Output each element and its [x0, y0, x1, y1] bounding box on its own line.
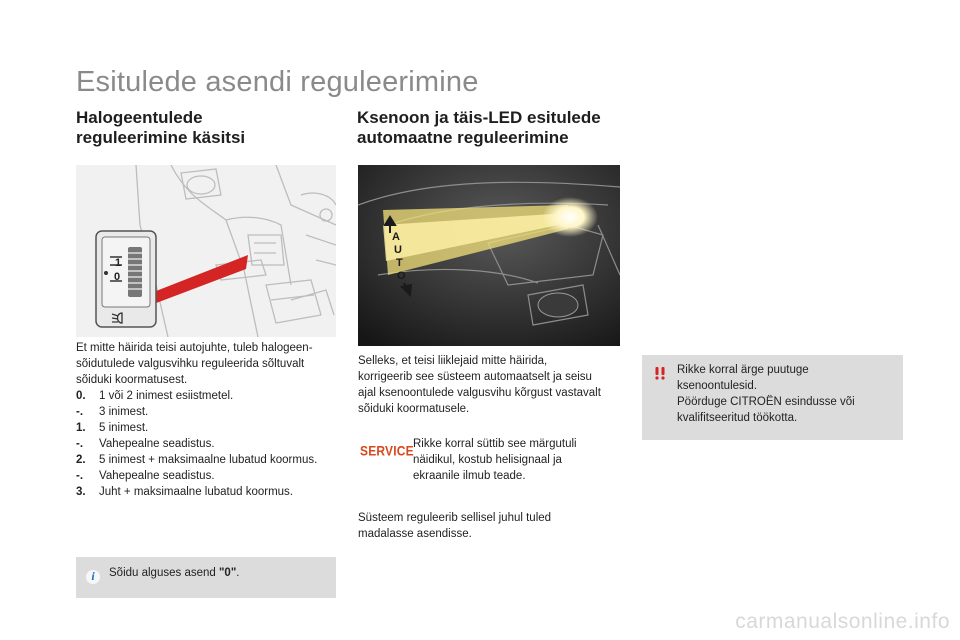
- service-warning-icon: SERVICE: [360, 442, 414, 460]
- service-text-line-2: näidikul, kostub helisignaal ja: [413, 454, 562, 466]
- right-intro-text: [358, 353, 628, 417]
- info-icon: [86, 570, 100, 584]
- right-section-title: [357, 108, 601, 148]
- position-text: Vahepealne seadistus.: [99, 470, 215, 482]
- dial-label-bottom: 0: [114, 271, 121, 283]
- position-key: 2.: [76, 454, 86, 466]
- position-text: Vahepealne seadistus.: [99, 438, 215, 450]
- right-intro-line-2: korrigeerib see süsteem automaatselt ja seisu: [358, 371, 592, 383]
- headlamp-beam-illustration: [358, 165, 620, 346]
- position-row: [76, 404, 338, 420]
- auto-letter-u: U: [394, 244, 402, 256]
- warning-line-4: kvalifitseeritud töökotta.: [677, 412, 798, 424]
- position-key: -.: [76, 406, 84, 418]
- left-intro-line-3: sõiduki koormatusest.: [76, 374, 188, 386]
- warning-icon: [652, 366, 668, 380]
- position-key: 1.: [76, 422, 86, 434]
- right-title-line-2: automaatne reguleerimine: [357, 128, 569, 147]
- warning-line-2: ksenoontulesid.: [677, 380, 757, 392]
- page-title: Esitulede asendi reguleerimine: [76, 66, 479, 98]
- service-text: [413, 436, 623, 484]
- left-title-line-2: reguleerimine käsitsi: [76, 128, 246, 147]
- fallback-text: [358, 510, 618, 542]
- position-key: 0.: [76, 390, 86, 402]
- position-row: [76, 468, 338, 484]
- warning-note-box: [642, 355, 903, 440]
- headlamp-dial-illustration: [76, 165, 336, 337]
- dial-label-top: 1: [115, 257, 122, 269]
- service-text-line-3: ekraanile ilmub teade.: [413, 470, 526, 482]
- position-row: [76, 452, 338, 468]
- warning-line-1: Rikke korral ärge puutuge: [677, 364, 809, 376]
- fallback-line-2: madalasse asendisse.: [358, 528, 472, 540]
- position-row: [76, 436, 338, 452]
- left-title-line-1: Halogeentulede: [76, 108, 203, 127]
- position-text: 3 inimest.: [99, 406, 149, 418]
- fallback-line-1: Süsteem reguleerib sellisel juhul tuled: [358, 512, 552, 524]
- right-intro-line-4: sõiduki koormatusele.: [358, 403, 470, 415]
- position-key: 3.: [76, 486, 86, 498]
- info-note-text: [109, 565, 239, 581]
- position-text: 1 või 2 inimest esiistmetel.: [99, 390, 234, 402]
- position-text: Juht + maksimaalne lubatud koormus.: [99, 486, 294, 498]
- position-row: [76, 420, 338, 436]
- position-row: [76, 484, 338, 500]
- auto-letter-o: O: [397, 270, 406, 282]
- right-intro-line-1: Selleks, et teisi liiklejaid mitte häirida,: [358, 355, 548, 367]
- info-note-box: [76, 557, 336, 598]
- warning-line-3: Pöörduge CITROËN esindusse või: [677, 396, 855, 408]
- left-body-text: [76, 340, 338, 500]
- positions-list: [76, 388, 338, 500]
- auto-letter-t: T: [396, 257, 403, 269]
- service-text-line-1: Rikke korral süttib see märgutuli: [413, 438, 577, 450]
- position-text: 5 inimest + maksimaalne lubatud koormus.: [99, 454, 318, 466]
- position-text: 5 inimest.: [99, 422, 149, 434]
- info-note-suffix: .: [236, 567, 240, 579]
- position-key: -.: [76, 470, 84, 482]
- left-intro-line-2: sõidutulede valgusvihku reguleerida sõltuvalt: [76, 358, 305, 370]
- info-note-value: "0": [218, 567, 237, 579]
- warning-text: [677, 362, 897, 426]
- auto-letter-a: A: [392, 231, 400, 243]
- right-intro-line-3: ajal ksenoontulede valgusvihu kõrgust vastavalt: [358, 387, 601, 399]
- info-note-prefix: Sõidu alguses asend: [109, 567, 219, 579]
- left-section-title: [76, 108, 245, 148]
- watermark: carmanualsonline.info: [735, 610, 950, 633]
- right-title-line-1: Ksenoon ja täis-LED esitulede: [357, 108, 601, 127]
- position-key: -.: [76, 438, 84, 450]
- left-intro-line-1: Et mitte häirida teisi autojuhte, tuleb halogeen-: [76, 342, 313, 354]
- position-row: [76, 388, 338, 404]
